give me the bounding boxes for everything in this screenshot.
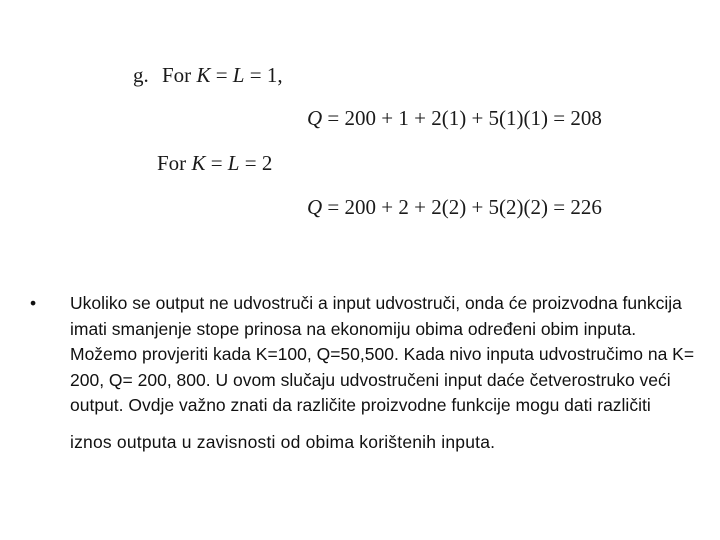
bullet-paragraph [30, 291, 702, 455]
case1-value: 1, [266, 63, 283, 87]
equals-sign: = [327, 106, 340, 130]
bullet-text: Ukoliko se output ne udvostruči a input udvostruči, onda će proizvodna funkcija imati smanjenje stope prinosa na ekonomiju obima određeni obim inputa. Možemo provjeriti kada K=100, Q=50,500. Kada nivo inputa udvostručimo na K= 200, Q= 200, 800. U ovom slučaju udvostručeni input daće četverostruko veći output. Ovdje važno znati da različite proizvodne funkcije mogu dati različiti [70, 293, 695, 415]
variable-k: K [191, 151, 206, 175]
equation-1-rhs: 200 + 1 + 2(1) + 5(1)(1) = 208 [344, 106, 602, 130]
bullet-marker: • [30, 293, 37, 313]
equals-sign: = [215, 63, 228, 87]
for-word: For [162, 63, 192, 87]
equals-sign: = [244, 151, 257, 175]
equation-case-2 [307, 195, 602, 220]
equals-sign: = [249, 63, 262, 87]
case-2-heading [157, 151, 272, 176]
case2-value: 2 [261, 151, 273, 175]
equals-sign: = [327, 195, 340, 219]
item-label-g: g. [133, 63, 149, 87]
bullet-last-line: iznos outputa u zavisnosti od obima korištenih inputa. [70, 431, 496, 452]
variable-q: Q [307, 106, 323, 130]
variable-l: L [227, 151, 240, 175]
for-word: For [157, 151, 187, 175]
case-g-heading [133, 63, 283, 88]
equation-case-1 [307, 106, 602, 131]
equals-sign: = [210, 151, 223, 175]
variable-l: L [232, 63, 245, 87]
variable-k: K [196, 63, 211, 87]
equation-2-rhs: 200 + 2 + 2(2) + 5(2)(2) = 226 [344, 195, 602, 219]
variable-q: Q [307, 195, 323, 219]
